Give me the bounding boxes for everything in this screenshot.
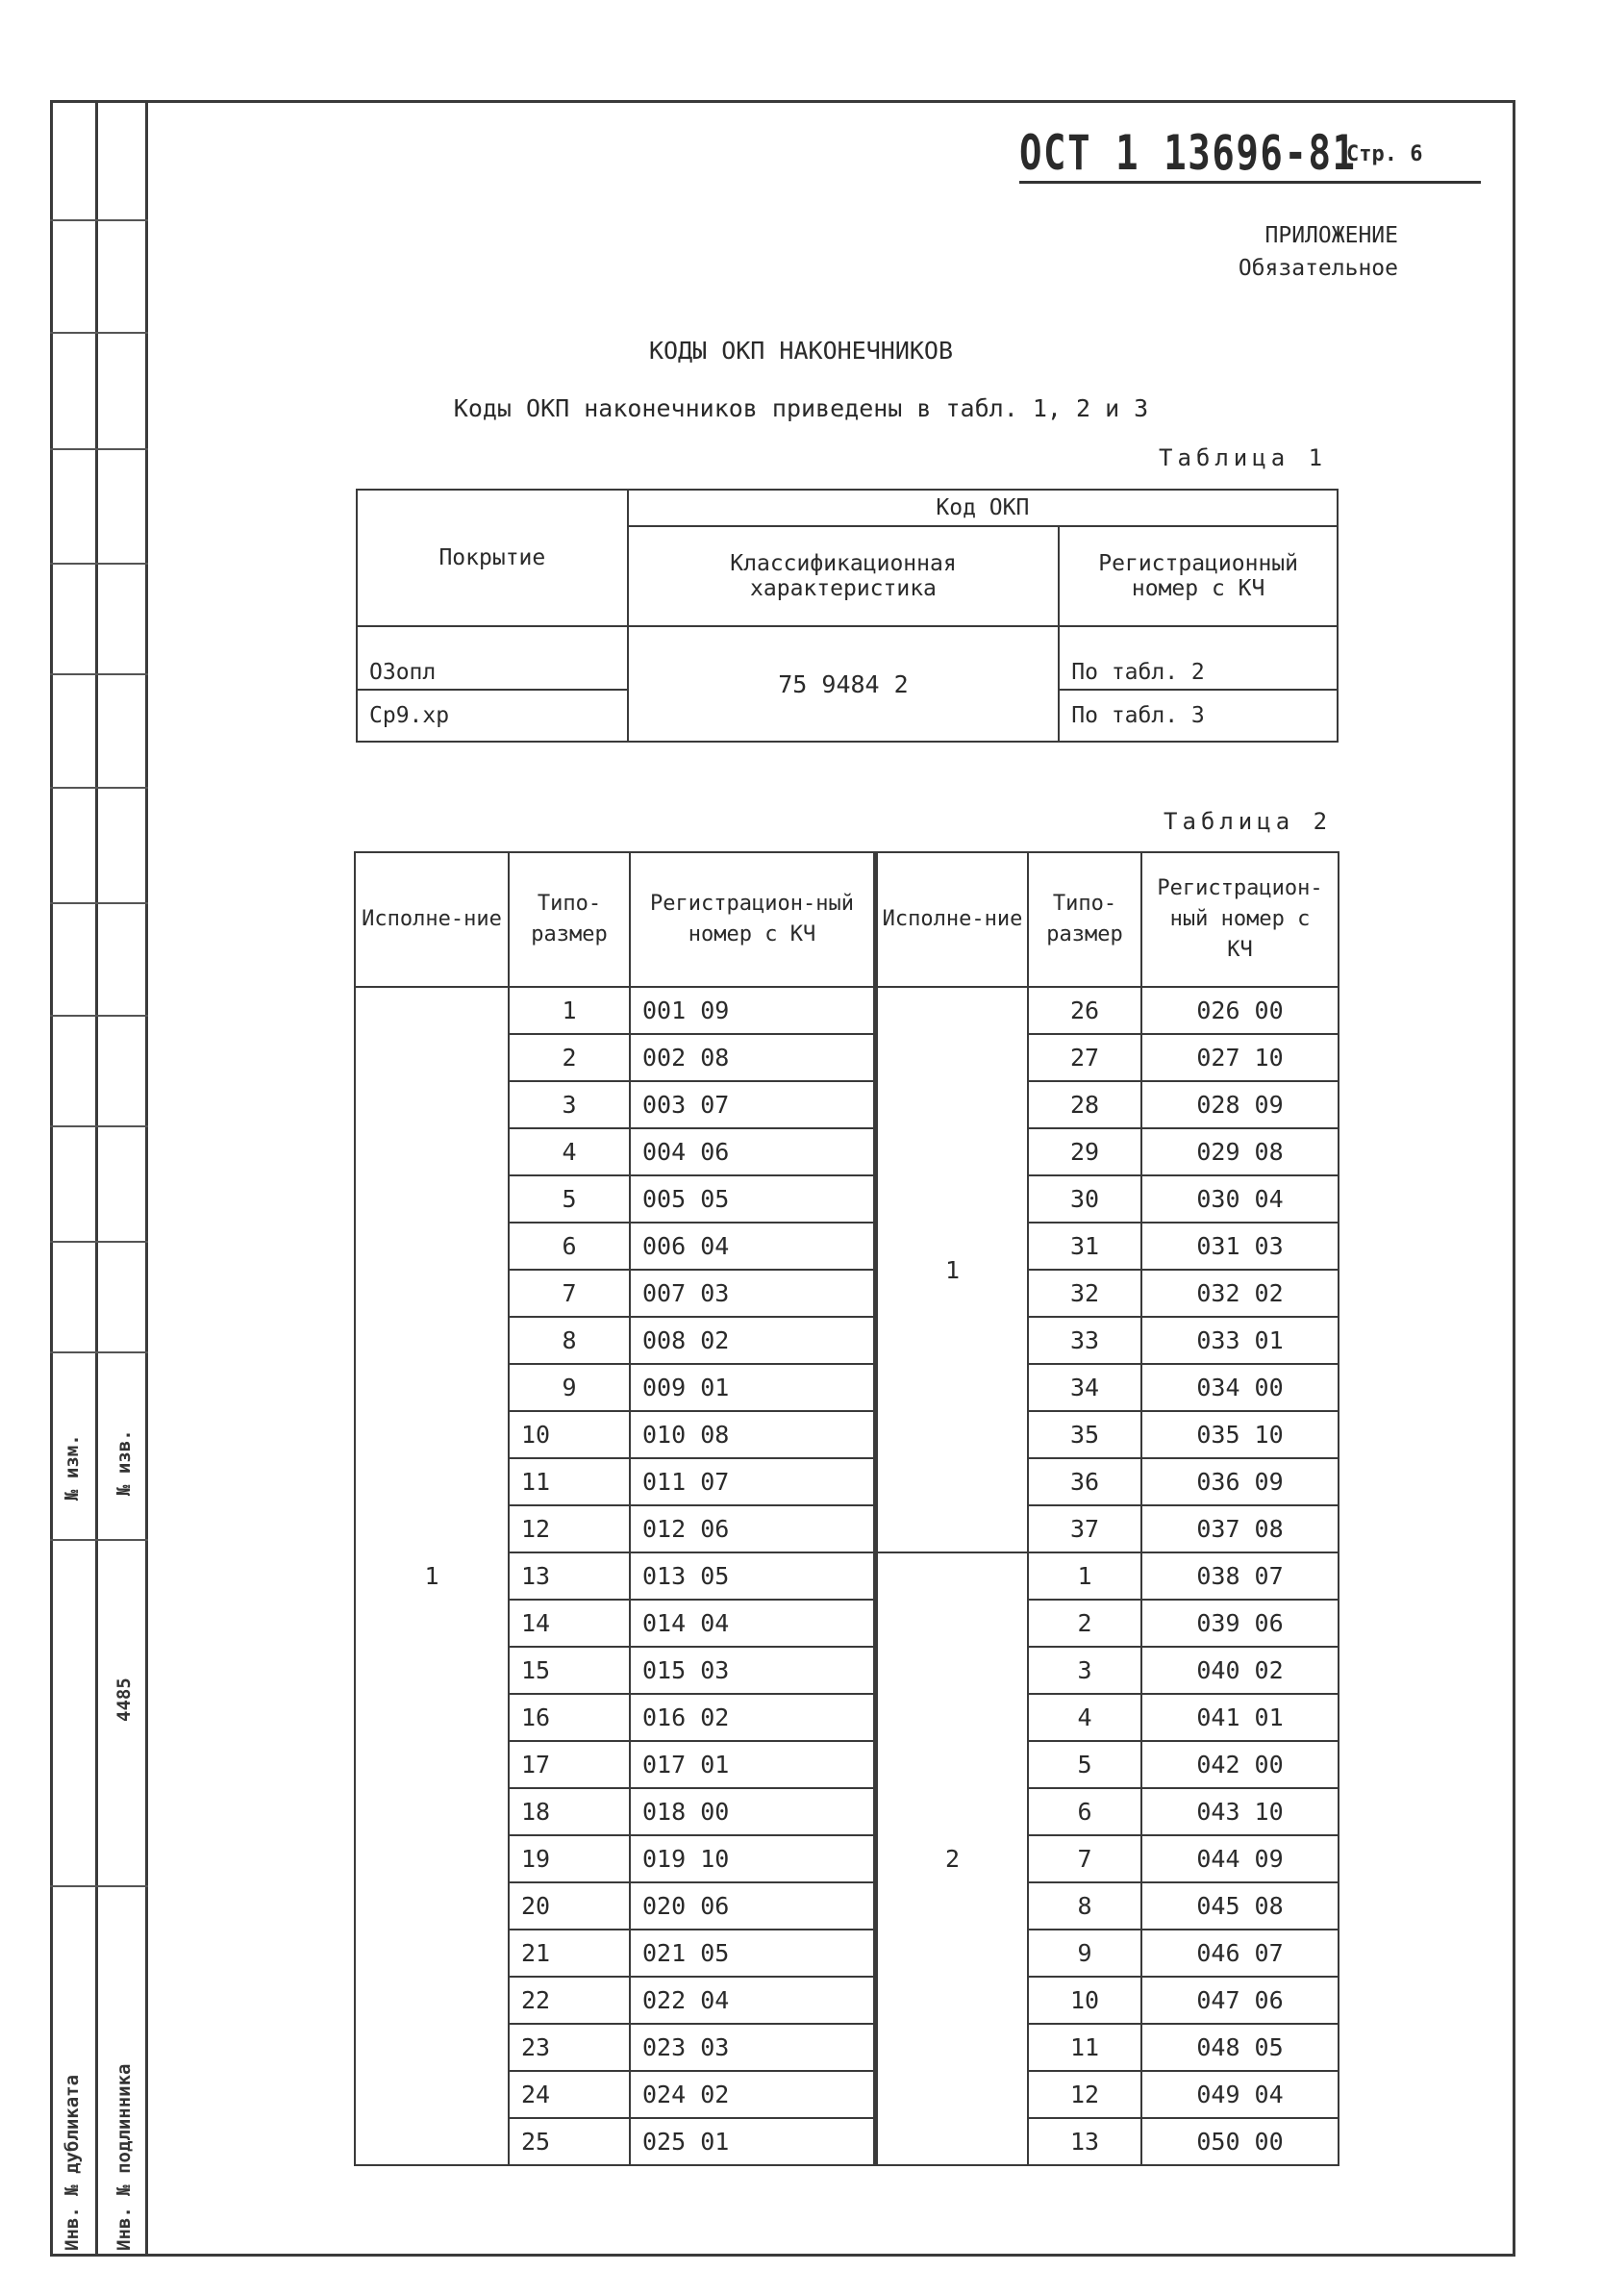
margin-divider: [50, 1351, 148, 1353]
table2-header-size: Типо-размер: [1028, 852, 1141, 987]
table2-reg: 011 07: [630, 1458, 876, 1505]
table2-reg: 032 02: [1141, 1270, 1339, 1317]
table2-size: 14: [509, 1600, 630, 1647]
table2-reg: 049 04: [1141, 2071, 1339, 2118]
table2-reg: 003 07: [630, 1081, 876, 1128]
table2-size: 32: [1028, 1270, 1141, 1317]
table2-header-exec: Исполне-ние: [355, 852, 509, 987]
page-header: [1019, 125, 1481, 184]
table2-size: 35: [1028, 1411, 1141, 1458]
table-2: [354, 851, 1339, 2166]
table-1: [356, 489, 1339, 743]
table2-reg: 026 00: [1141, 987, 1339, 1034]
margin-divider: [50, 448, 148, 450]
table2-size: 22: [509, 1977, 630, 2024]
table2-reg: 025 01: [630, 2118, 876, 2165]
table2-reg: 018 00: [630, 1788, 876, 1835]
table2-header-reg: Регистрацион-ный номер с КЧ: [1141, 852, 1339, 987]
table2-size: 17: [509, 1741, 630, 1788]
section-heading: КОДЫ ОКП НАКОНЕЧНИКОВ: [648, 337, 954, 365]
intro-text: Коды ОКП наконечников приведены в табл. 1, 2 и 3: [453, 394, 1149, 422]
table1-label: Таблица 1: [1159, 444, 1328, 471]
table2-reg: 027 10: [1141, 1034, 1339, 1081]
table2-size: 2: [509, 1034, 630, 1081]
table-row: [355, 987, 1339, 1034]
table1-class-value: 75 9484 2: [628, 626, 1060, 742]
table2-reg: 028 09: [1141, 1081, 1339, 1128]
margin-divider: [50, 1885, 148, 1887]
table2-reg: 050 00: [1141, 2118, 1339, 2165]
table2-reg: 036 09: [1141, 1458, 1339, 1505]
table2-label: Таблица 2: [1164, 808, 1333, 835]
table2-size: 37: [1028, 1505, 1141, 1552]
table2-reg: 012 06: [630, 1505, 876, 1552]
table2-size: 7: [1028, 1835, 1141, 1882]
table2-header-size: Типо-размер: [509, 852, 630, 987]
table2-reg: 004 06: [630, 1128, 876, 1175]
table2-reg: 017 01: [630, 1741, 876, 1788]
table2-reg: 035 10: [1141, 1411, 1339, 1458]
table2-reg: 009 01: [630, 1364, 876, 1411]
table2-size: 2: [1028, 1600, 1141, 1647]
margin-divider: [50, 673, 148, 675]
table2-reg: 029 08: [1141, 1128, 1339, 1175]
table2-reg: 040 02: [1141, 1647, 1339, 1694]
table1-reg: По табл. 2: [1059, 626, 1338, 690]
table2-size: 4: [509, 1128, 630, 1175]
table2-size: 6: [509, 1223, 630, 1270]
margin-divider: [50, 902, 148, 904]
margin-divider: [50, 1241, 148, 1243]
margin-dubl: Инв. № дубликата: [62, 2074, 83, 2251]
table2-size: 10: [1028, 1977, 1141, 2024]
margin-izv: № изв.: [113, 1429, 135, 1496]
table2-size: 19: [509, 1835, 630, 1882]
standard-number: ОСТ 1 13696-81: [1019, 125, 1357, 181]
table2-exec-left: 1: [355, 987, 509, 2165]
table2-reg: 044 09: [1141, 1835, 1339, 1882]
table2-reg: 034 00: [1141, 1364, 1339, 1411]
table2-reg: 046 07: [1141, 1930, 1339, 1977]
table2-body: [355, 987, 1339, 2165]
table2-size: 23: [509, 2024, 630, 2071]
table2-reg: 016 02: [630, 1694, 876, 1741]
table2-size: 13: [1028, 2118, 1141, 2165]
table2-exec-right: 1: [876, 987, 1029, 1552]
table2-size: 7: [509, 1270, 630, 1317]
table1-reg: По табл. 3: [1059, 690, 1338, 742]
table2-header-exec: Исполне-ние: [876, 852, 1029, 987]
table2-size: 26: [1028, 987, 1141, 1034]
table1-header-class: Классификационная характеристика: [628, 526, 1060, 626]
table2-size: 9: [1028, 1930, 1141, 1977]
table2-reg: 047 06: [1141, 1977, 1339, 2024]
table2-header-reg: Регистрацион-ный номер с КЧ: [630, 852, 876, 987]
table2-size: 5: [1028, 1741, 1141, 1788]
table2-size: 27: [1028, 1034, 1141, 1081]
margin-divider: [50, 1015, 148, 1017]
table2-reg: 007 03: [630, 1270, 876, 1317]
table1-header-reg: Регистрационный номер с КЧ: [1059, 526, 1338, 626]
margin-divider: [50, 332, 148, 334]
table2-size: 13: [509, 1552, 630, 1600]
table2-reg: 043 10: [1141, 1788, 1339, 1835]
table2-reg: 008 02: [630, 1317, 876, 1364]
table2-reg: 033 01: [1141, 1317, 1339, 1364]
table2-reg: 002 08: [630, 1034, 876, 1081]
table2-reg: 020 06: [630, 1882, 876, 1930]
table2-size: 31: [1028, 1223, 1141, 1270]
table1-header-okp: Код ОКП: [628, 490, 1338, 526]
table2-size: 34: [1028, 1364, 1141, 1411]
table2-reg: 048 05: [1141, 2024, 1339, 2071]
table2-reg: 010 08: [630, 1411, 876, 1458]
table2-reg: 021 05: [630, 1930, 876, 1977]
table2-size: 8: [509, 1317, 630, 1364]
table2-exec-right: 2: [876, 1552, 1029, 2165]
table2-reg: 039 06: [1141, 1600, 1339, 1647]
table2-size: 16: [509, 1694, 630, 1741]
margin-divider: [50, 1539, 148, 1541]
margin-divider: [50, 787, 148, 789]
margin-column-right: [98, 100, 148, 2257]
table2-size: 36: [1028, 1458, 1141, 1505]
table2-reg: 013 05: [630, 1552, 876, 1600]
margin-podl: Инв. № подлинника: [113, 2063, 135, 2251]
table2-reg: 005 05: [630, 1175, 876, 1223]
table2-reg: 006 04: [630, 1223, 876, 1270]
table2-size: 15: [509, 1647, 630, 1694]
table2-size: 1: [509, 987, 630, 1034]
table2-reg: 045 08: [1141, 1882, 1339, 1930]
table2-size: 3: [509, 1081, 630, 1128]
table2-size: 11: [1028, 2024, 1141, 2071]
table2-reg: 037 08: [1141, 1505, 1339, 1552]
page-number: Стр. 6: [1346, 142, 1423, 166]
table2-reg: 030 04: [1141, 1175, 1339, 1223]
table1-coating: О3опл: [357, 626, 628, 690]
margin-divider: [50, 219, 148, 221]
table2-reg: 001 09: [630, 987, 876, 1034]
appendix-subtitle: Обязательное: [1238, 256, 1398, 281]
table2-size: 12: [1028, 2071, 1141, 2118]
table2-size: 1: [1028, 1552, 1141, 1600]
table2-size: 9: [509, 1364, 630, 1411]
margin-number: 4485: [113, 1678, 135, 1722]
table-row: [357, 626, 1338, 690]
table2-reg: 031 03: [1141, 1223, 1339, 1270]
table2-reg: 014 04: [630, 1600, 876, 1647]
table2-reg: 019 10: [630, 1835, 876, 1882]
table2-size: 5: [509, 1175, 630, 1223]
table2-size: 33: [1028, 1317, 1141, 1364]
table2-reg: 023 03: [630, 2024, 876, 2071]
table2-size: 29: [1028, 1128, 1141, 1175]
table1-coating: Ср9.хр: [357, 690, 628, 742]
table2-reg: 024 02: [630, 2071, 876, 2118]
margin-izm: № изм.: [62, 1434, 83, 1501]
table2-size: 30: [1028, 1175, 1141, 1223]
margin-divider: [50, 1125, 148, 1127]
margin-column-left: [50, 100, 98, 2257]
table2-size: 3: [1028, 1647, 1141, 1694]
table2-reg: 022 04: [630, 1977, 876, 2024]
table2-reg: 042 00: [1141, 1741, 1339, 1788]
appendix-title: ПРИЛОЖЕНИЕ: [1264, 223, 1398, 248]
table2-size: 28: [1028, 1081, 1141, 1128]
table2-size: 6: [1028, 1788, 1141, 1835]
margin-divider: [50, 563, 148, 565]
table2-size: 20: [509, 1882, 630, 1930]
table2-size: 4: [1028, 1694, 1141, 1741]
table2-reg: 041 01: [1141, 1694, 1339, 1741]
table2-size: 24: [509, 2071, 630, 2118]
table2-size: 25: [509, 2118, 630, 2165]
table2-size: 18: [509, 1788, 630, 1835]
table2-reg: 038 07: [1141, 1552, 1339, 1600]
table2-size: 11: [509, 1458, 630, 1505]
appendix-block: [1239, 219, 1398, 285]
table2-size: 10: [509, 1411, 630, 1458]
table2-reg: 015 03: [630, 1647, 876, 1694]
table2-size: 8: [1028, 1882, 1141, 1930]
table2-size: 12: [509, 1505, 630, 1552]
table1-header-coating: Покрытие: [357, 490, 628, 626]
table2-size: 21: [509, 1930, 630, 1977]
